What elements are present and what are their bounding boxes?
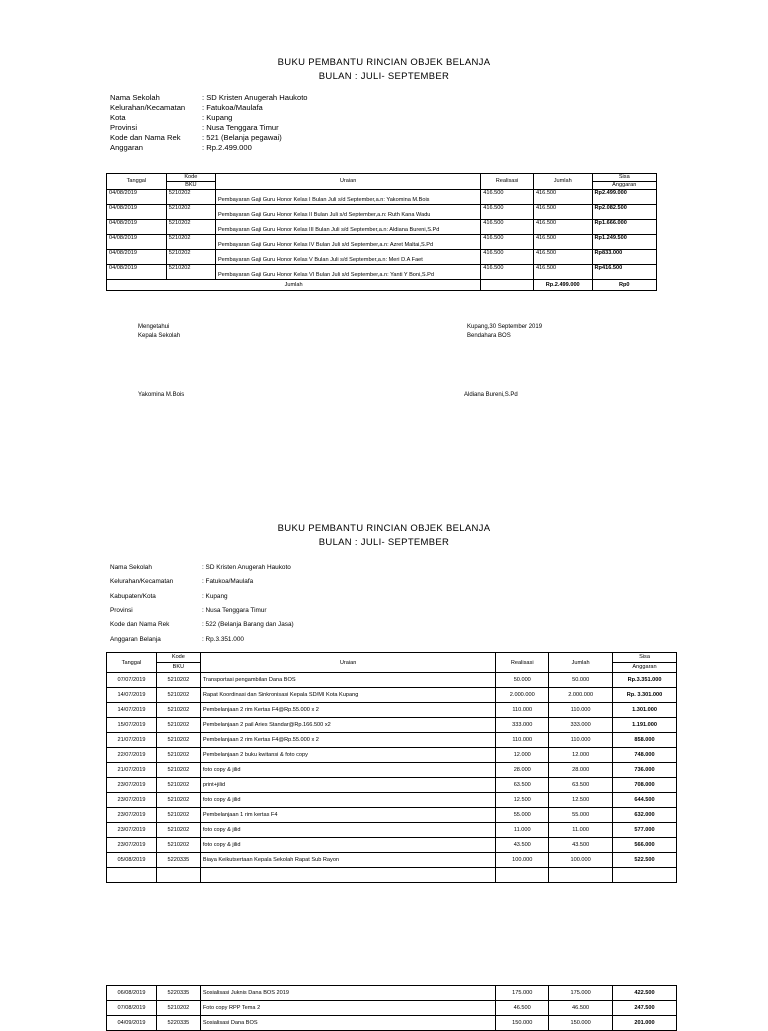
cell-tanggal: 23/07/2019: [107, 838, 157, 853]
cell-tanggal: 23/07/2019: [107, 808, 157, 823]
cell-jumlah: 416.500: [533, 265, 592, 280]
header-sisa: Sisa: [613, 653, 677, 663]
table-row: [107, 190, 657, 205]
header-kode: Kode: [166, 174, 215, 182]
cell-sisa: 1.301.000: [613, 703, 677, 718]
sig-right-line1: Kupang,30 September 2019: [467, 324, 543, 330]
info-label: Anggaran: [110, 143, 143, 152]
table-row: [107, 220, 657, 235]
cell-kode: 5210202: [156, 733, 200, 748]
info-value: : Nusa Tenggara Timur: [202, 607, 267, 614]
info-value: : SD Kristen Anugerah Haukoto: [202, 93, 308, 102]
cell-sisa: 632.000: [613, 808, 677, 823]
doc2-table: [106, 652, 677, 883]
cell-sisa: 422.500: [613, 986, 677, 1001]
table-row: [107, 823, 677, 838]
cell-realisasi: 416.500: [481, 250, 534, 265]
cell-jumlah: 175.000: [549, 986, 613, 1001]
cell-realisasi: 333.000: [496, 718, 549, 733]
cell-realisasi: 110.000: [496, 733, 549, 748]
cell-kode: 5210202: [156, 778, 200, 793]
cell-jumlah: 50.000: [549, 673, 613, 688]
cell-realisasi: 50.000: [496, 673, 549, 688]
cell-jumlah: 416.500: [533, 235, 592, 250]
header-anggaran: Anggaran: [592, 182, 656, 190]
info-label: Kode dan Nama Rek: [110, 133, 181, 142]
cell-kode: 5210202: [166, 250, 215, 265]
info-label: Kelurahan/Kecamatan: [110, 578, 174, 585]
cell-realisasi: 43.500: [496, 838, 549, 853]
cell-jumlah: 12.500: [549, 793, 613, 808]
cell-jumlah: 333.000: [549, 718, 613, 733]
header-realisasi: Realisasi: [496, 653, 549, 673]
cell-uraian: foto copy & jilid: [200, 793, 495, 808]
cell-uraian: Sosialisasi Juknis Dana BOS 2019: [200, 986, 495, 1001]
cell-kode: 5210202: [156, 793, 200, 808]
doc1-title: BUKU PEMBANTU RINCIAN OBJEK BELANJA: [277, 57, 491, 68]
info-value: : Fatukoa/Maulafa: [202, 103, 263, 112]
cell-realisasi: 11.000: [496, 823, 549, 838]
cell-realisasi: 416.500: [481, 265, 534, 280]
cell-kode: 5210202: [156, 748, 200, 763]
cell-sisa: 644.500: [613, 793, 677, 808]
table-row: [107, 853, 677, 868]
cell-jumlah: 12.000: [549, 748, 613, 763]
cell-sisa: 736.000: [613, 763, 677, 778]
cell-kode: 5210202: [156, 673, 200, 688]
info-label: Kode dan Nama Rek: [110, 621, 170, 628]
cell-realisasi: 175.000: [496, 986, 549, 1001]
info-label: Kota: [110, 113, 126, 122]
info-value: : Kupang: [202, 113, 233, 122]
cell-jumlah: 28.000: [549, 763, 613, 778]
cell-jumlah: 2.000.000: [549, 688, 613, 703]
table-row: [107, 986, 677, 1001]
header-jumlah: Jumlah: [533, 174, 592, 190]
header-kode: Kode: [156, 653, 200, 663]
cell-tanggal: 04/08/2019: [107, 190, 167, 205]
header-uraian: Uraian: [200, 653, 495, 673]
info-label: Kabupaten/Kota: [110, 593, 156, 600]
cell-tanggal: 14/07/2019: [107, 688, 157, 703]
cell-kode: 5210202: [166, 220, 215, 235]
cell-tanggal: 04/09/2019: [107, 1016, 157, 1031]
table-row: [107, 250, 657, 265]
cell-realisasi: 2.000.000: [496, 688, 549, 703]
cell-tanggal: 07/08/2019: [107, 1001, 157, 1016]
cell-realisasi: 416.500: [481, 205, 534, 220]
cell-uraian: Rapat Koordinasi dan Sinkronisasi Kepala SD/MI Kota Kupang: [200, 688, 495, 703]
table-row: [107, 205, 657, 220]
cell-tanggal: 07/07/2019: [107, 673, 157, 688]
doc3-table: [106, 985, 677, 1031]
doc1-subtitle: BULAN : JULI- SEPTEMBER: [318, 71, 450, 82]
cell-realisasi: 63.500: [496, 778, 549, 793]
cell-sisa: Rp833.000: [592, 250, 656, 265]
cell-realisasi: 110.000: [496, 703, 549, 718]
cell-uraian: Biaya Keikutsertaan Kepala Sekolah Rapat Sub Rayon: [200, 853, 495, 868]
cell-uraian: print+jilid: [200, 778, 495, 793]
cell-uraian: Pembelanjaan 2 rim Kertas F4@Rp.55.000 x 2: [200, 703, 495, 718]
cell-sisa: 247.500: [613, 1001, 677, 1016]
cell-realisasi: 416.500: [481, 220, 534, 235]
total-sisa: Rp0: [592, 280, 656, 291]
cell-kode: 5210202: [166, 235, 215, 250]
table-row: [107, 793, 677, 808]
cell-uraian: Pembayaran Gaji Guru Honor Kelas I Bulan Juli s/d September,a.n: Yakomina M.Bois: [215, 190, 480, 205]
cell-kode: 5210202: [156, 838, 200, 853]
header-sisa: Sisa: [592, 174, 656, 182]
header-jumlah: Jumlah: [549, 653, 613, 673]
cell-jumlah: 150.000: [549, 1016, 613, 1031]
cell-kode: 5210202: [156, 703, 200, 718]
cell-realisasi: 150.000: [496, 1016, 549, 1031]
table-row: [107, 1001, 677, 1016]
cell-uraian: Pembelanjaan 1 rim kertas F4: [200, 808, 495, 823]
info-label: Anggaran Belanja: [110, 636, 161, 643]
table-row: [107, 808, 677, 823]
cell-sisa: 708.000: [613, 778, 677, 793]
cell-sisa: Rp. 3.301.000: [613, 688, 677, 703]
header-bku: BKU: [156, 663, 200, 673]
cell-tanggal: 15/07/2019: [107, 718, 157, 733]
cell-uraian: foto copy & jilid: [200, 838, 495, 853]
table-row: [107, 265, 657, 280]
cell-jumlah: 43.500: [549, 838, 613, 853]
info-label: Provinsi: [110, 123, 138, 132]
cell-sisa: Rp2.499.000: [592, 190, 656, 205]
cell-uraian: Pembelanjaan 2 buku kwitansi & foto copy: [200, 748, 495, 763]
cell-sisa: Rp416.500: [592, 265, 656, 280]
cell-tanggal: 04/08/2019: [107, 205, 167, 220]
table-row: [107, 778, 677, 793]
cell-kode: 5210202: [166, 265, 215, 280]
cell-tanggal: 23/07/2019: [107, 823, 157, 838]
cell-uraian: Pembelanjaan 2 rim Kertas F4@Rp.55.000 x 2: [200, 733, 495, 748]
sig-left-name: Yakomina M.Bois: [138, 392, 185, 398]
cell-jumlah: 110.000: [549, 703, 613, 718]
cell-realisasi: 12.000: [496, 748, 549, 763]
total-realisasi: [481, 280, 534, 291]
cell-kode: 5210202: [156, 823, 200, 838]
info-label: Provinsi: [110, 607, 133, 614]
doc1-table: [106, 173, 657, 291]
table-row: [107, 235, 657, 250]
cell-tanggal: 23/07/2019: [107, 793, 157, 808]
cell-tanggal: 04/08/2019: [107, 235, 167, 250]
cell-tanggal: 04/08/2019: [107, 250, 167, 265]
info-value: : Kupang: [202, 593, 228, 600]
cell-sisa: Rp1.249.500: [592, 235, 656, 250]
cell-uraian: Pembayaran Gaji Guru Honor Kelas V Bulan Juli s/d September,a.n: Meri D.A Faet: [215, 250, 480, 265]
total-row: [107, 280, 657, 291]
cell-uraian: Pembayaran Gaji Guru Honor Kelas VI Bulan Juli s/d September,a.n: Yanti Y Boni,S.Pd: [215, 265, 480, 280]
cell-jumlah: 110.000: [549, 733, 613, 748]
cell-sisa: 748.000: [613, 748, 677, 763]
info-value: : SD Kristen Anugerah Haukoto: [202, 564, 291, 571]
info-value: : Rp.2.499.000: [202, 143, 252, 152]
cell-sisa: 1.191.000: [613, 718, 677, 733]
table-row: [107, 748, 677, 763]
sig-right-line2: Bendahara BOS: [467, 333, 511, 339]
cell-kode: 5210202: [156, 763, 200, 778]
cell-uraian: foto copy & jilid: [200, 823, 495, 838]
cell-jumlah: 63.500: [549, 778, 613, 793]
info-label: Nama Sekolah: [110, 93, 160, 102]
sig-left-line2: Kepala Sekolah: [138, 333, 181, 339]
cell-jumlah: 416.500: [533, 190, 592, 205]
info-value: : Fatukoa/Maulafa: [202, 578, 254, 585]
cell-jumlah: 11.000: [549, 823, 613, 838]
cell-tanggal: 21/07/2019: [107, 763, 157, 778]
sig-right-name: Aldiana Bureni,S.Pd: [464, 392, 518, 398]
cell-sisa: 577.000: [613, 823, 677, 838]
cell-kode: 5220335: [156, 853, 200, 868]
info-label: Nama Sekolah: [110, 564, 152, 571]
cell-sisa: 858.000: [613, 733, 677, 748]
cell-tanggal: 04/08/2019: [107, 265, 167, 280]
info-label: Kelurahan/Kecamatan: [110, 103, 186, 112]
cell-jumlah: 55.000: [549, 808, 613, 823]
table-row: [107, 733, 677, 748]
cell-realisasi: 416.500: [481, 235, 534, 250]
cell-realisasi: 46.500: [496, 1001, 549, 1016]
header-realisasi: Realisasi: [481, 174, 534, 190]
header-anggaran: Anggaran: [613, 663, 677, 673]
cell-kode: 5210202: [166, 190, 215, 205]
cell-sisa: Rp1.666.000: [592, 220, 656, 235]
info-value: : 521 (Belanja pegawai): [202, 133, 282, 142]
cell-jumlah: 46.500: [549, 1001, 613, 1016]
cell-sisa: Rp.3.351.000: [613, 673, 677, 688]
cell-realisasi: 28.000: [496, 763, 549, 778]
cell-realisasi: 55.000: [496, 808, 549, 823]
cell-tanggal: 21/07/2019: [107, 733, 157, 748]
cell-realisasi: 100.000: [496, 853, 549, 868]
header-tanggal: Tanggal: [107, 653, 157, 673]
cell-jumlah: 100.000: [549, 853, 613, 868]
total-label: Jumlah: [107, 280, 481, 291]
table-row: [107, 1016, 677, 1031]
doc2-subtitle: BULAN : JULI- SEPTEMBER: [318, 537, 450, 548]
total-jumlah: Rp.2.499.000: [533, 280, 592, 291]
table-row: [107, 718, 677, 733]
header-tanggal: Tanggal: [107, 174, 167, 190]
cell-uraian: Pembelanjaan 2 pail Aries Standar@Rp.166.500 x2: [200, 718, 495, 733]
table-row: [107, 673, 677, 688]
cell-tanggal: 05/08/2019: [107, 853, 157, 868]
cell-tanggal: 06/08/2019: [107, 986, 157, 1001]
cell-uraian: Foto copy RPP Tema 2: [200, 1001, 495, 1016]
cell-kode: 5220335: [156, 1016, 200, 1031]
header-uraian: Uraian: [215, 174, 480, 190]
cell-kode: 5210202: [156, 718, 200, 733]
cell-uraian: Pembayaran Gaji Guru Honor Kelas III Bulan Juli s/d September,a.n: Aldiana Bureni,S.Pd: [215, 220, 480, 235]
cell-tanggal: 14/07/2019: [107, 703, 157, 718]
info-value: : Rp.3.351.000: [202, 636, 244, 643]
cell-kode: 5210202: [156, 808, 200, 823]
cell-sisa: 566.000: [613, 838, 677, 853]
cell-uraian: Sosialisasi Dana BOS: [200, 1016, 495, 1031]
cell-realisasi: 12.500: [496, 793, 549, 808]
table-row: [107, 763, 677, 778]
cell-jumlah: 416.500: [533, 205, 592, 220]
cell-uraian: Pembayaran Gaji Guru Honor Kelas IV Bulan Juli s/d September,a.n: Azret Maltai,S.Pd: [215, 235, 480, 250]
cell-kode: 5210202: [166, 205, 215, 220]
cell-uraian: Pembayaran Gaji Guru Honor Kelas II Bulan Juli s/d September,a.n: Ruth Kana Wadu: [215, 205, 480, 220]
cell-kode: 5210202: [156, 1001, 200, 1016]
cell-tanggal: 04/08/2019: [107, 220, 167, 235]
cell-realisasi: 416.500: [481, 190, 534, 205]
doc2-title: BUKU PEMBANTU RINCIAN OBJEK BELANJA: [277, 523, 491, 534]
table-row: [107, 703, 677, 718]
cell-sisa: Rp2.082.500: [592, 205, 656, 220]
cell-sisa: 522.500: [613, 853, 677, 868]
cell-kode: 5210202: [156, 688, 200, 703]
header-bku: BKU: [166, 182, 215, 190]
table-row: [107, 688, 677, 703]
cell-tanggal: 23/07/2019: [107, 778, 157, 793]
cell-tanggal: 22/07/2019: [107, 748, 157, 763]
cell-kode: 5220335: [156, 986, 200, 1001]
cell-sisa: 201.000: [613, 1016, 677, 1031]
cell-uraian: Transportasi pengambilan Dana BOS: [200, 673, 495, 688]
cell-jumlah: 416.500: [533, 250, 592, 265]
info-value: : 522 (Belanja Barang dan Jasa): [202, 621, 294, 628]
table-row-empty: [107, 868, 677, 883]
cell-jumlah: 416.500: [533, 220, 592, 235]
table-row: [107, 838, 677, 853]
info-value: : Nusa Tenggara Timur: [202, 123, 279, 132]
cell-uraian: foto copy & jilid: [200, 763, 495, 778]
sig-left-line1: Mengetahui: [138, 324, 170, 330]
